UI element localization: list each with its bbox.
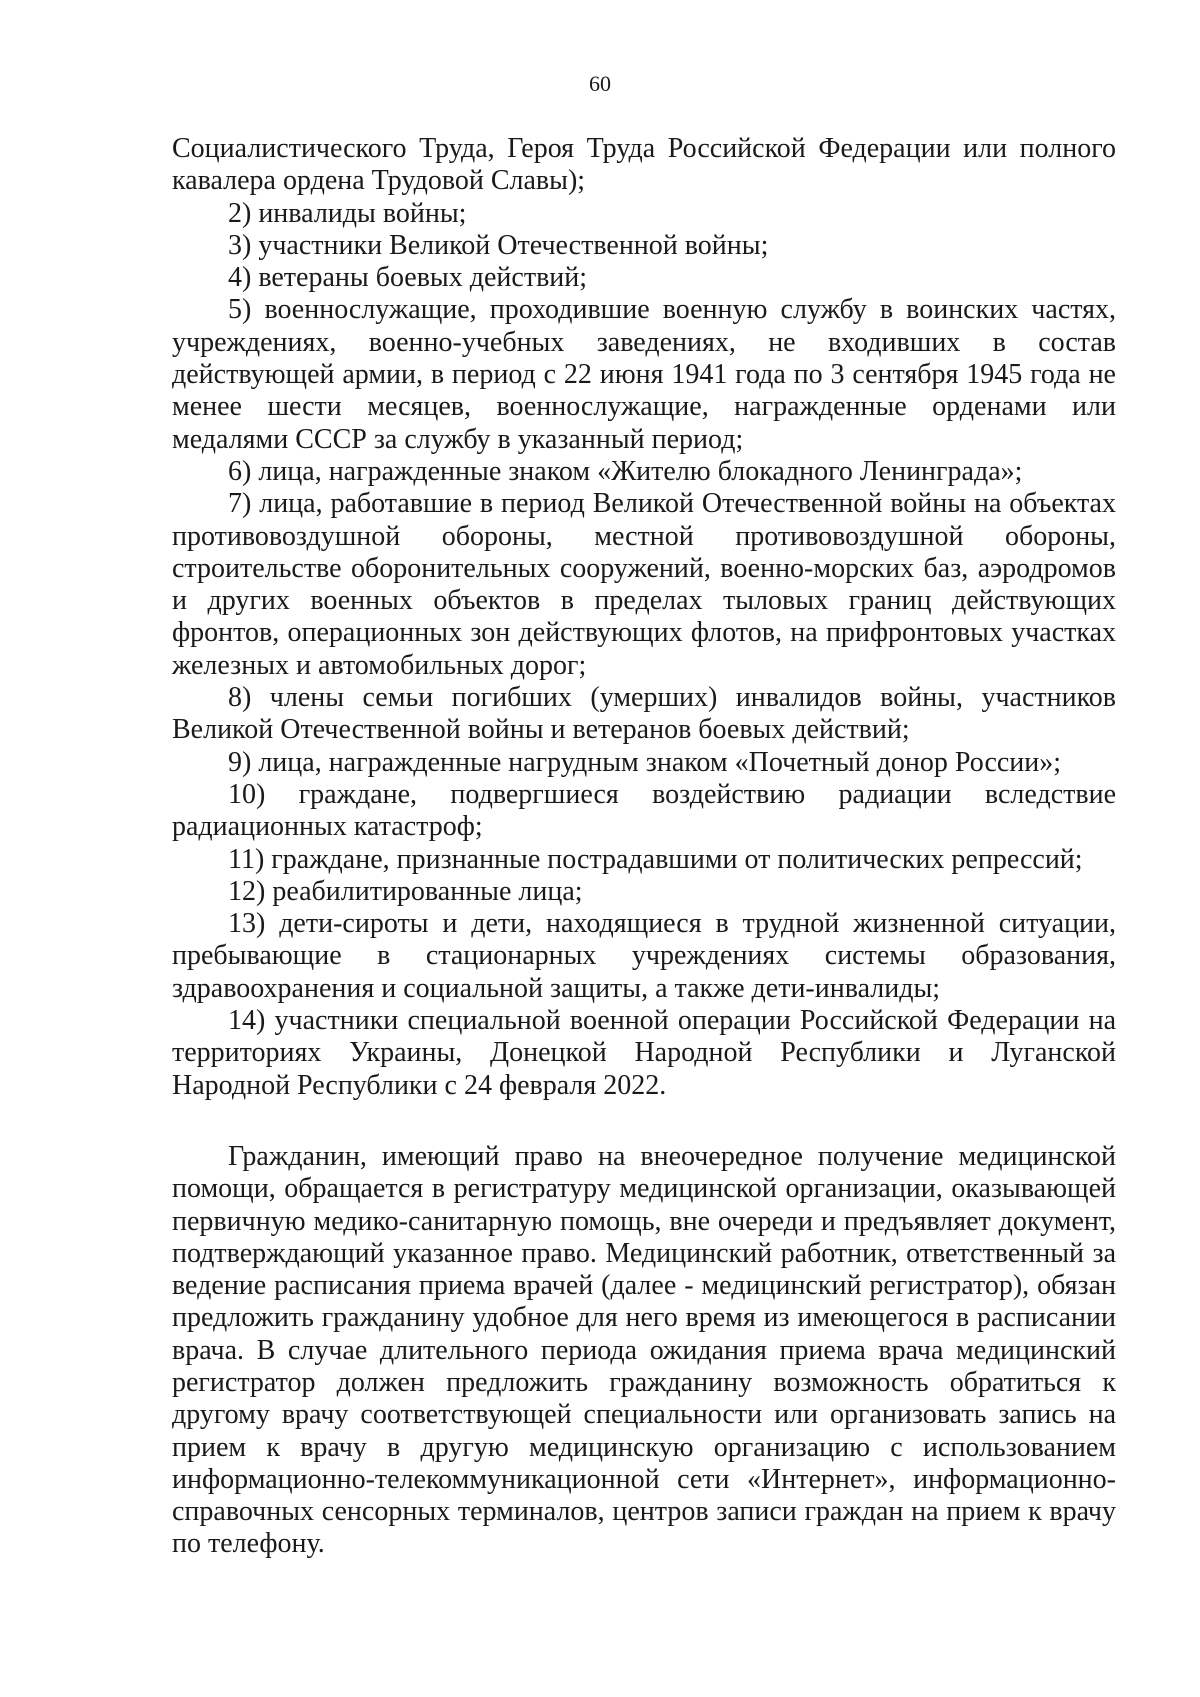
list-item-5: 5) военнослужащие, проходившие военную службу в воинских частях, учреждениях, военно-учебных заведениях, не входивших в состав действующей армии, в период с 22 июня 1941 года по 3 сентября 1945 года не менее шести месяцев, военнослужащие, награжденные орденами или медалями СССР за службу в указанный период;: [172, 294, 1116, 455]
paragraph-spacer: [172, 1102, 1116, 1141]
list-item-12: 12) реабилитированные лица;: [228, 875, 583, 907]
page-number: 60: [589, 71, 611, 96]
list-item-13: 13) дети-сироты и дети, находящиеся в трудной жизненной ситуации, пребывающие в стационарных учреждениях системы образования, здравоохранения и социальной защиты, а также дети-инвалиды;: [172, 908, 1116, 1004]
list-item-6: 6) лица, награжденные знаком «Жителю блокадного Ленинграда»;: [228, 455, 1023, 487]
list-item-11: 11) граждане, признанные пострадавшими от политических репрессий;: [228, 843, 1083, 875]
list-item-7: 7) лица, работавшие в период Великой Отечественной войны на объектах противовоздушной обороны, местной противовоздушной обороны, строительстве оборонительных сооружений, военно-морских баз, аэродромов и других военных объектов в пределах тыловых границ действующих фронтов, операционных зон действующих флотов, на прифронтовых участках железных и автомобильных дорог;: [172, 488, 1116, 681]
list-item-2: 2) инвалиды войны;: [228, 197, 467, 229]
list-item-3: 3) участники Великой Отечественной войны;: [228, 229, 769, 261]
list-item-10: 10) граждане, подвергшиеся воздействию радиации вследствие радиационных катастроф;: [172, 778, 1116, 843]
list-item-4: 4) ветераны боевых действий;: [228, 262, 588, 294]
list-item-9: 9) лица, награжденные нагрудным знаком «Почетный донор России»;: [228, 746, 1062, 778]
list-item-8: 8) члены семьи погибших (умерших) инвалидов войны, участников Великой Отечественной войны и ветеранов боевых действий;: [172, 682, 1116, 746]
paragraph-continuation: Социалистического Труда, Героя Труда Российской Федерации или полного кавалера ордена Трудовой Славы);: [172, 133, 1116, 197]
body-paragraph: Гражданин, имеющий право на внеочередное получение медицинской помощи, обращается в регистратуру медицинской организации, оказывающей первичную медико-санитарную помощь, вне очереди и предъявляет документ, подтверждающий указанное право. Медицинский работник, ответственный за ведение расписания приема врачей (далее - медицинский регистратор), обязан предложить гражданину удобное для него время из имеющегося в расписании врача. В случае длительного периода ожидания приема врача медицинский регистратор должен предложить гражданину возможность обратиться к другому врачу соответствующей специальности или организовать запись на прием к врачу в другую медицинскую организацию с использованием информационно-телекоммуникационной сети «Интернет», информационно-справочных сенсорных терминалов, центров записи граждан на прием к врачу по телефону.: [172, 1140, 1116, 1560]
list-item-14: 14) участники специальной военной операции Российской Федерации на территориях Украины, Донецкой Народной Республики и Луганской Народной Республики с 24 февраля 2022.: [172, 1005, 1116, 1101]
document-body: [172, 133, 1116, 1561]
